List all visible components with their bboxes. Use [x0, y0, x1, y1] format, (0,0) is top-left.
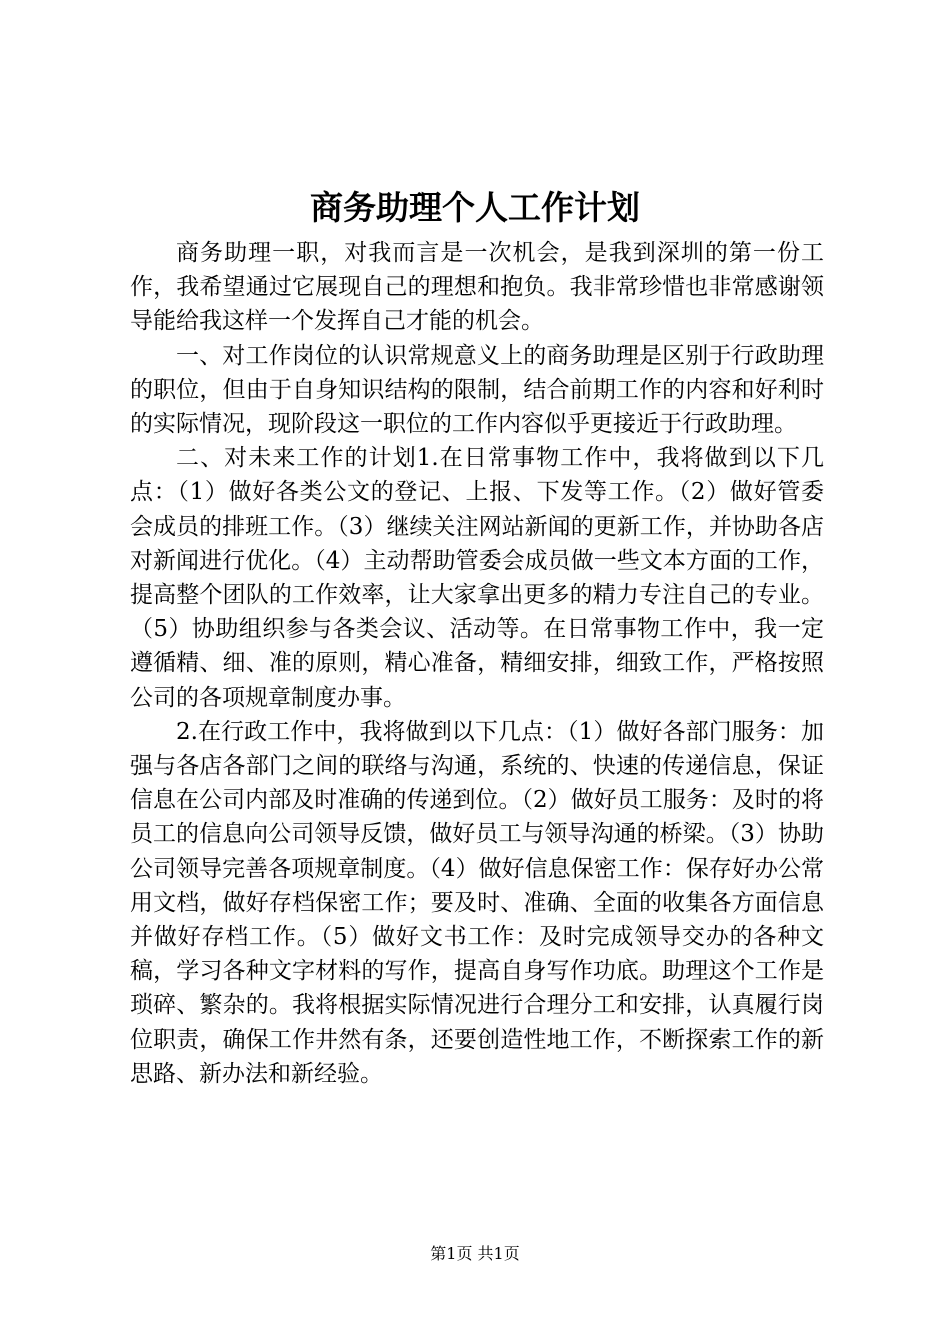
paragraph-section-one: 一、对工作岗位的认识常规意义上的商务助理是区别于行政助理的职位，但由于自身知识结构的限制，结合前期工作的内容和好利时的实际情况，现阶段这一职位的工作内容似乎更接近于行政助理。: [130, 342, 824, 438]
page-footer: 第1页 共1页: [430, 1244, 520, 1263]
paragraph-intro: 商务助理一职，对我而言是一次机会，是我到深圳的第一份工作，我希望通过它展现自己的理想和抱负。我非常珍惜也非常感谢领导能给我这样一个发挥自己才能的机会。: [130, 240, 824, 335]
paragraph-section-two: 二、对未来工作的计划1.在日常事物工作中，我将做到以下几点：（1）做好各类公文的登记、上报、下发等工作。（2）做好管委会成员的排班工作。（3）继续关注网站新闻的更新工作，并协助各店对新闻进行优化。（4）主动帮助管委会成员做一些文本方面的工作，提高整个团队的工作效率，让大家拿出更多的精力专注自己的专业。（5）协助组织参与各类会议、活动等。在日常事物工作中，我一定遵循精、细、准的原则，精心准备，精细安排，细致工作，严格按照公司的各项规章制度办事。: [130, 445, 824, 711]
document-body: [130, 236, 824, 1091]
paragraph-admin-work: 2.在行政工作中，我将做到以下几点：（1）做好各部门服务：加强与各店各部门之间的联络与沟通，系统的、快速的传递信息，保证信息在公司内部及时准确的传递到位。（2）做好员工服务：及时的将员工的信息向公司领导反馈，做好员工与领导沟通的桥梁。（3）协助公司领导完善各项规章制度。（4）做好信息保密工作：保存好办公常用文档，做好存档保密工作；要及时、准确、全面的收集各方面信息并做好存档工作。（5）做好文书工作：及时完成领导交办的各种文稿，学习各种文字材料的写作，提高自身写作功底。助理这个工作是琐碎、繁杂的。我将根据实际情况进行合理分工和安排，认真履行岗位职责，确保工作井然有条，还要创造性地工作，不断探索工作的新思路、新办法和新经验。: [130, 718, 824, 1087]
document-title: 商务助理个人工作计划: [310, 188, 640, 227]
